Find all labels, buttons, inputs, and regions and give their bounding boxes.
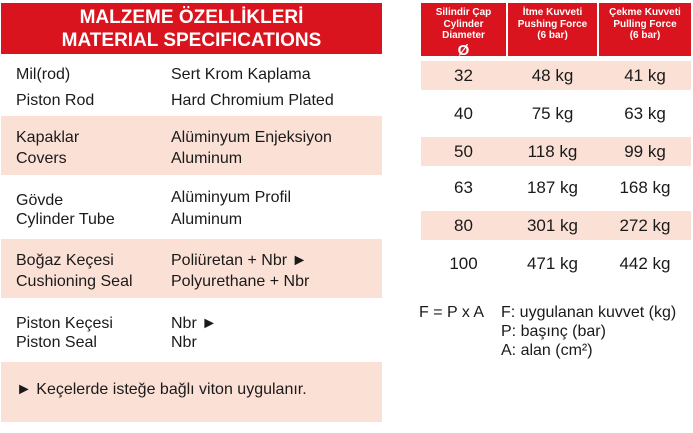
header-en: Pulling Force — [613, 18, 677, 30]
cell-diameter: 63 — [454, 178, 473, 197]
table-row — [421, 249, 691, 278]
table-row — [421, 173, 691, 202]
cell-diameter: 40 — [454, 104, 473, 123]
header-tr: İtme Kuvveti — [522, 7, 583, 18]
spec-label-en: Cylinder Tube — [16, 211, 115, 228]
diameter-symbol: Ø — [457, 41, 470, 59]
table-row — [421, 99, 691, 128]
spec-label-en: Piston Seal — [16, 334, 97, 351]
cell-pushing-force: 301 kg — [526, 216, 579, 235]
table-row — [421, 211, 691, 240]
spec-label-tr: Kapaklar — [16, 129, 80, 146]
cell-pushing-force: 75 kg — [531, 104, 574, 123]
header-pushing-force — [508, 3, 597, 56]
formula-line-force: F: uygulanan kuvvet (kg) — [501, 304, 677, 321]
cell-pulling-force: 99 kg — [624, 142, 666, 161]
table-row — [421, 61, 691, 90]
cell-pushing-force: 471 kg — [526, 254, 579, 273]
spec-label-en: Covers — [16, 150, 67, 167]
header-tr: Silindir Çap — [435, 7, 492, 18]
spec-title-en: MATERIAL SPECIFICATIONS — [61, 30, 322, 51]
header-en: Pushing Force — [517, 18, 588, 30]
spec-value-tr: Nbr ► — [171, 315, 218, 332]
cell-pulling-force: 442 kg — [619, 254, 671, 273]
cell-pulling-force: 168 kg — [619, 178, 671, 197]
header-sub: (6 bar) — [629, 30, 661, 41]
header-en: Cylinder Diameter — [442, 18, 485, 41]
header-pulling-force — [599, 3, 691, 56]
header-sub: (6 bar) — [537, 30, 568, 41]
cell-pulling-force: 41 kg — [624, 66, 666, 85]
spec-value-en: Polyurethane + Nbr — [171, 273, 310, 290]
spec-value-en: Hard Chromium Plated — [171, 92, 334, 109]
spec-value-tr: Alüminyum Enjeksiyon — [171, 129, 332, 146]
spec-row-covers — [1, 116, 382, 175]
header-cylinder-diameter — [421, 3, 506, 59]
header-tr: Çekme Kuvveti — [609, 7, 681, 18]
spec-row-cylinder-tube — [1, 177, 382, 237]
spec-value-tr: Poliüretan + Nbr ► — [171, 252, 308, 269]
spec-title-tr: MALZEME ÖZELLİKLERİ — [79, 7, 304, 28]
spec-value-en: Aluminum — [171, 150, 243, 167]
spec-note-text: ► Keçelerde isteğe bağlı viton uygulanır. — [16, 381, 307, 398]
cell-diameter: 50 — [454, 142, 473, 161]
cell-pushing-force: 187 kg — [526, 178, 579, 197]
cell-pushing-force: 118 kg — [527, 142, 578, 161]
spec-value-tr: Alüminyum Profil — [171, 189, 292, 206]
spec-value-en: Nbr — [171, 334, 197, 351]
cell-diameter: 80 — [454, 216, 473, 235]
spec-label-tr: Boğaz Keçesi — [16, 252, 114, 269]
spec-note — [1, 362, 382, 422]
spec-value-en: Aluminum — [171, 211, 243, 228]
formula-line-area: A: alan (cm²) — [501, 342, 593, 359]
cell-diameter: 32 — [454, 66, 473, 85]
spec-label-tr: Piston Keçesi — [16, 315, 113, 332]
cell-pushing-force: 48 kg — [531, 66, 574, 85]
spec-label-en: Piston Rod — [16, 92, 95, 109]
spec-row-cushioning-seal — [1, 239, 382, 298]
spec-title — [1, 3, 382, 54]
formula-equation: F = P x A — [419, 304, 485, 321]
spec-value-tr: Sert Krom Kaplama — [171, 66, 311, 83]
spec-label-tr: Gövde — [16, 192, 64, 209]
cell-pulling-force: 63 kg — [624, 104, 666, 123]
spec-row-rod — [1, 58, 382, 114]
spec-row-piston-seal — [1, 300, 382, 360]
cell-diameter: 100 — [449, 254, 478, 273]
spec-label-en: Cushioning Seal — [16, 273, 133, 290]
formula-line-pressure: P: başınç (bar) — [501, 323, 606, 340]
material-specifications-panel — [1, 0, 382, 433]
cell-pulling-force: 272 kg — [619, 216, 671, 235]
table-row — [421, 137, 691, 166]
spec-label-tr: Mil(rod) — [16, 66, 71, 83]
